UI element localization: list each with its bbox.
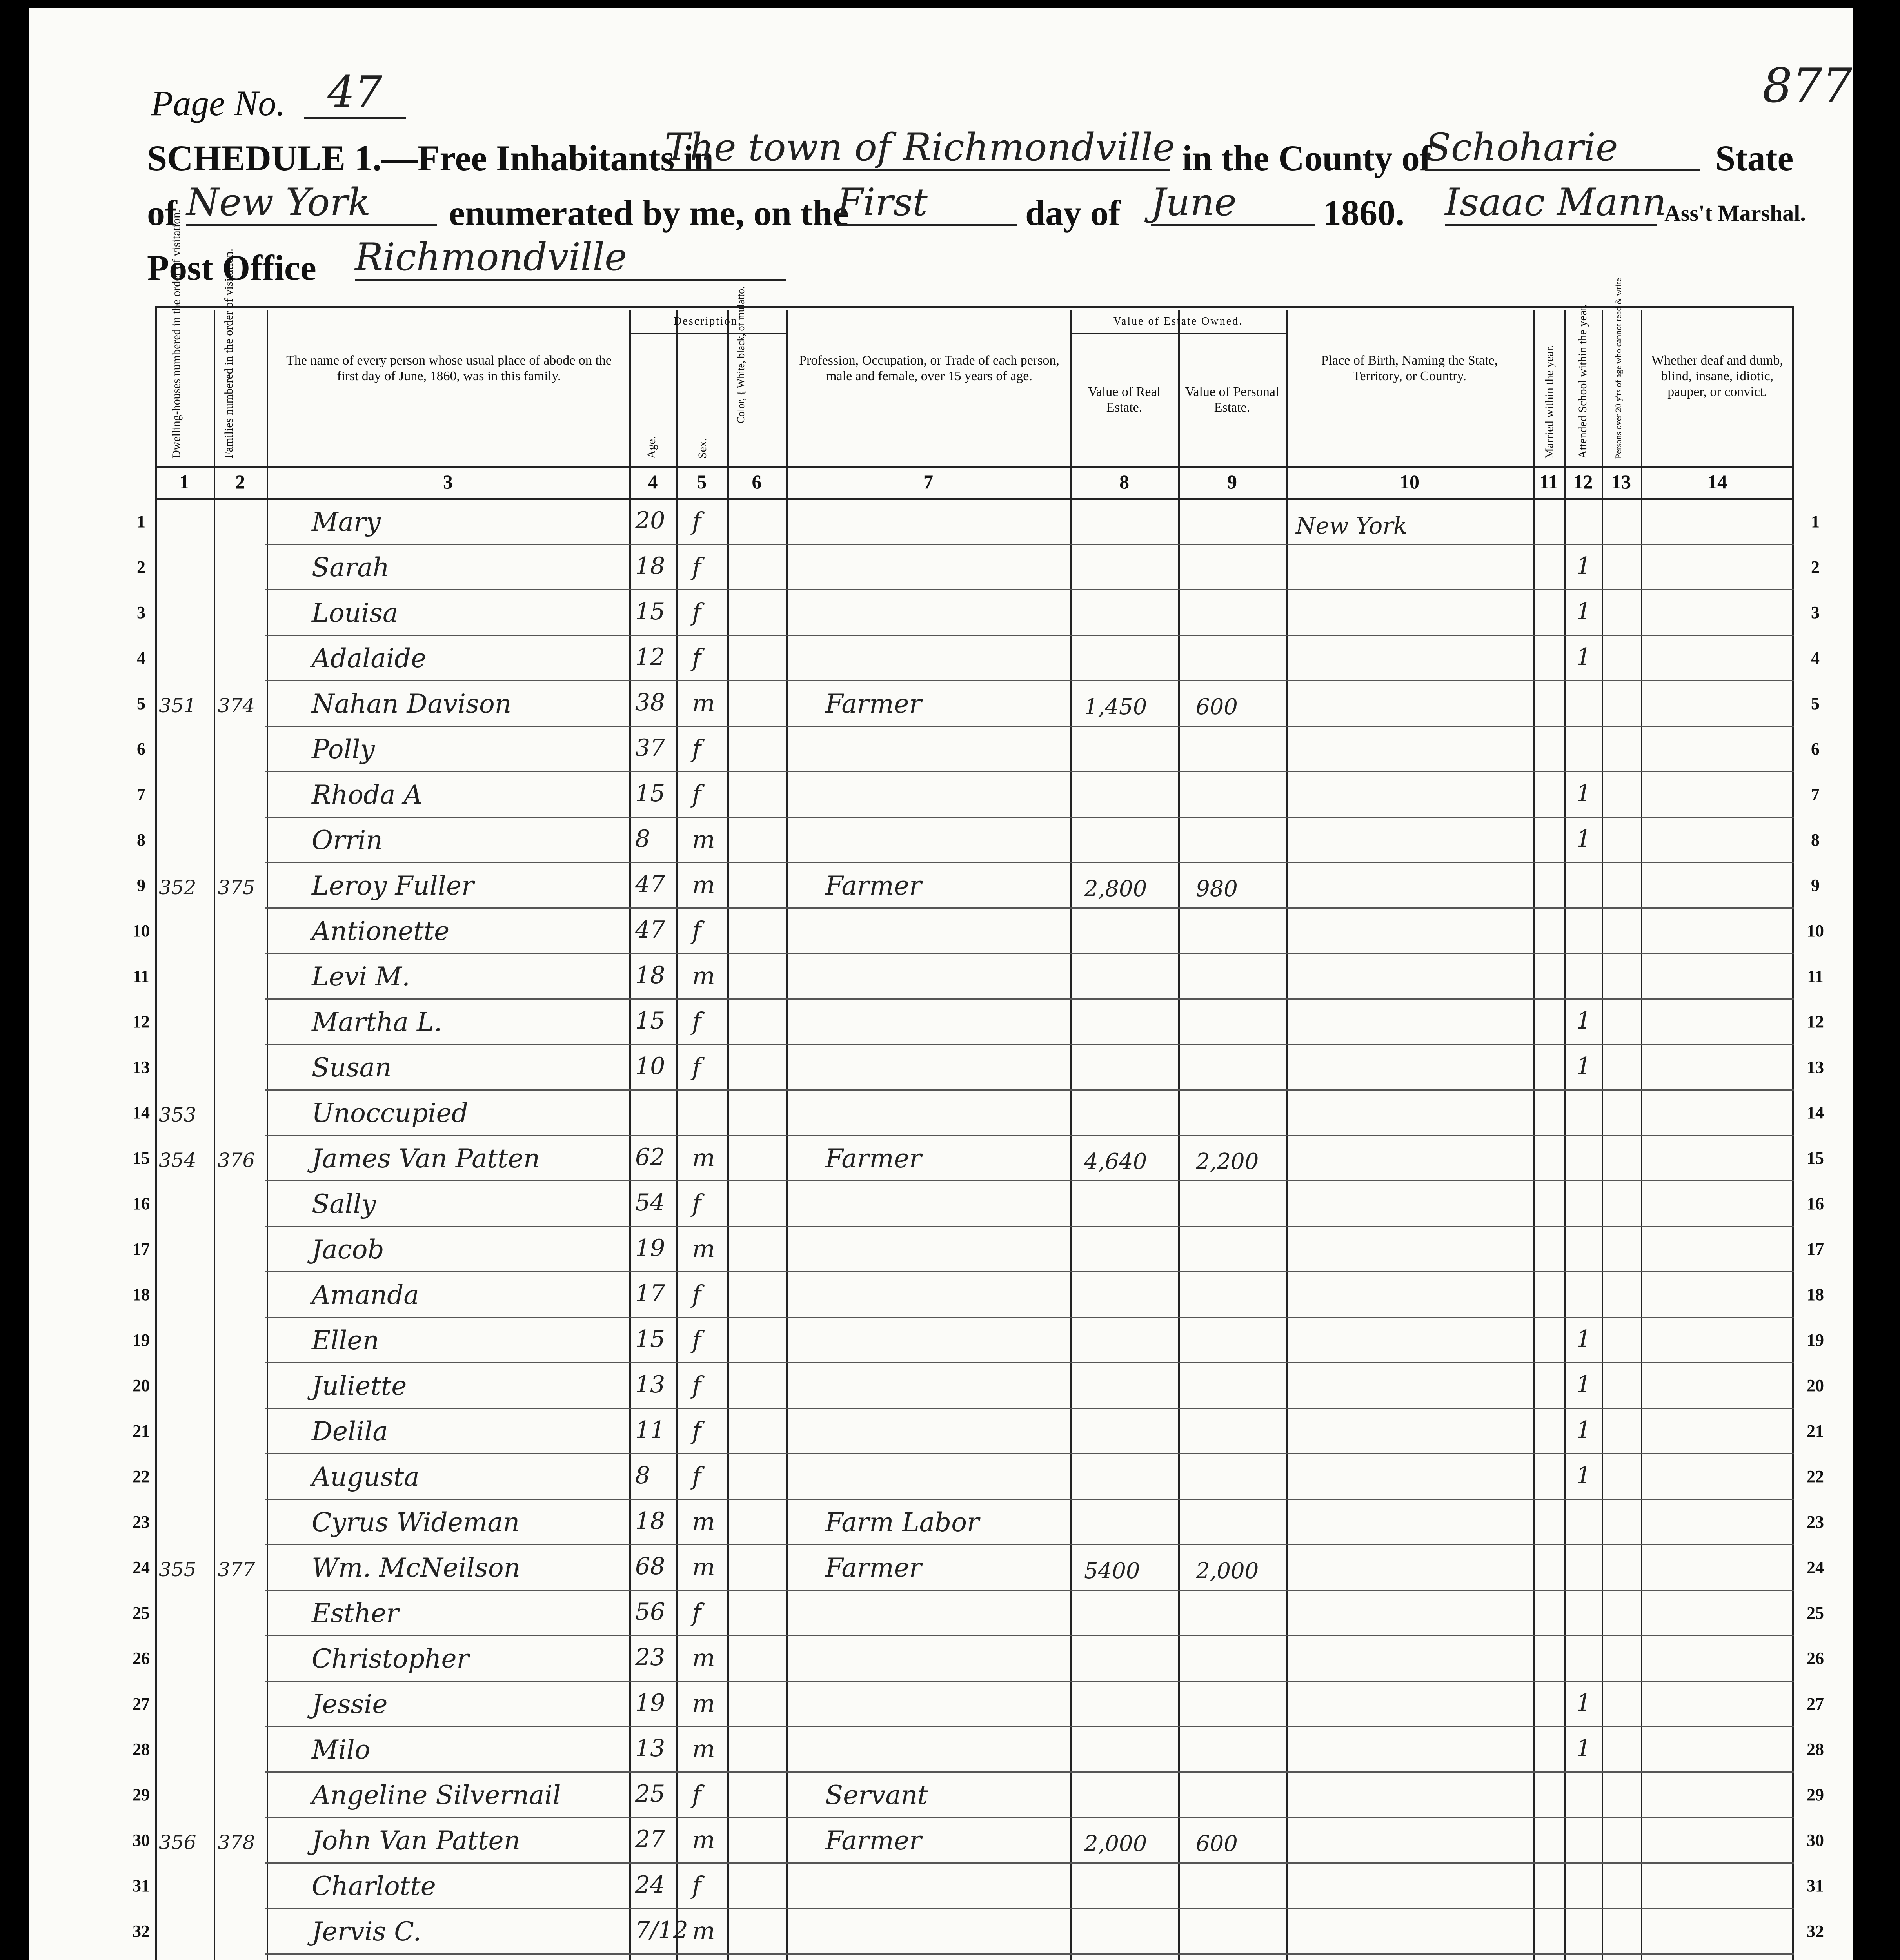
person-age: 56 bbox=[635, 1598, 665, 1626]
row-rule bbox=[265, 1635, 1794, 1636]
row-rule bbox=[265, 953, 1794, 954]
person-sex: f bbox=[692, 1007, 701, 1036]
row-number-left: 2 bbox=[137, 557, 145, 577]
person-age: 37 bbox=[635, 734, 665, 762]
row-number-left: 15 bbox=[133, 1149, 150, 1168]
col-school-header: Attended School within the year. bbox=[1576, 304, 1589, 459]
person-name: Martha L. bbox=[312, 1007, 442, 1037]
personal-estate-value: 600 bbox=[1196, 1831, 1238, 1857]
person-sex: f bbox=[692, 598, 701, 626]
person-age: 47 bbox=[635, 871, 665, 898]
person-age: 18 bbox=[635, 552, 665, 580]
row-number-left: 7 bbox=[137, 785, 145, 804]
person-sex: f bbox=[692, 734, 701, 763]
row-number-left: 29 bbox=[133, 1785, 150, 1804]
dwelling-number: 353 bbox=[159, 1103, 196, 1126]
person-name: Levi M. bbox=[312, 962, 410, 992]
row-number-right: 9 bbox=[1811, 876, 1820, 895]
row-rule bbox=[265, 1271, 1794, 1272]
person-age: 15 bbox=[635, 598, 665, 625]
day-field: First bbox=[837, 180, 1017, 226]
row-number-left: 31 bbox=[133, 1876, 150, 1895]
person-name: Jessie bbox=[312, 1689, 388, 1719]
col-dwelling-header: Dwelling-houses numbered in the order of visitation. bbox=[170, 209, 183, 459]
marshal-label: Ass't Marshal. bbox=[1664, 200, 1806, 226]
person-sex: f bbox=[692, 1416, 701, 1445]
person-sex: m bbox=[692, 689, 715, 717]
person-name: Jacob bbox=[312, 1234, 384, 1265]
dwelling-number: 356 bbox=[159, 1831, 196, 1854]
col-occupation-header: Profession, Occupation, or Trade of each person, male and female, over 15 years of age. bbox=[799, 353, 1059, 383]
attended-school-mark: 1 bbox=[1576, 643, 1591, 671]
person-sex: f bbox=[692, 507, 701, 535]
col-birthplace-header: Place of Birth, Naming the State, Territory, or Country. bbox=[1321, 353, 1498, 383]
attended-school-mark: 1 bbox=[1576, 1462, 1591, 1489]
row-rule bbox=[265, 1953, 1794, 1955]
col-color-header: Color, { White, black, or mulatto. bbox=[735, 286, 747, 423]
row-rule bbox=[265, 544, 1794, 545]
person-age: 15 bbox=[635, 780, 665, 807]
row-number-right: 17 bbox=[1807, 1240, 1824, 1259]
attended-school-mark: 1 bbox=[1576, 825, 1591, 853]
row-number-right: 14 bbox=[1807, 1103, 1824, 1122]
person-name: Louisa bbox=[312, 598, 398, 628]
person-sex: f bbox=[692, 780, 701, 808]
person-age: 8 bbox=[635, 825, 650, 853]
row-number-left: 13 bbox=[133, 1058, 150, 1077]
person-name: Mary bbox=[312, 507, 381, 537]
person-age: 8 bbox=[635, 1462, 650, 1489]
personal-estate-value: 600 bbox=[1196, 694, 1238, 720]
row-number-left: 6 bbox=[137, 739, 145, 759]
person-sex: f bbox=[692, 1780, 701, 1809]
row-number-left: 32 bbox=[133, 1922, 150, 1941]
col-number: 8 bbox=[1119, 471, 1129, 493]
col-real-estate-header: Value of Real Estate. bbox=[1088, 385, 1161, 415]
person-name: Rhoda A bbox=[312, 780, 423, 810]
person-age: 62 bbox=[635, 1143, 665, 1171]
personal-estate-value: 2,200 bbox=[1196, 1149, 1259, 1174]
personal-estate-value: 2,000 bbox=[1196, 1558, 1259, 1584]
row-number-right: 27 bbox=[1807, 1694, 1824, 1713]
row-rule bbox=[265, 1362, 1794, 1363]
person-sex: f bbox=[692, 552, 701, 581]
person-sex: m bbox=[692, 871, 715, 899]
attended-school-mark: 1 bbox=[1576, 1416, 1591, 1444]
col-number: 10 bbox=[1400, 471, 1419, 493]
person-name: James Van Patten bbox=[312, 1143, 540, 1174]
birthplace: New York bbox=[1296, 512, 1408, 539]
post-office-label: Post Office bbox=[147, 248, 316, 288]
person-age: 12 bbox=[635, 643, 665, 671]
person-name: Unoccupied bbox=[312, 1098, 468, 1128]
col-number: 5 bbox=[697, 471, 707, 493]
person-age: 24 bbox=[635, 1871, 665, 1898]
description-header: Description. bbox=[674, 315, 742, 327]
person-age: 18 bbox=[635, 1507, 665, 1535]
row-number-left: 14 bbox=[133, 1103, 150, 1122]
person-name: Angeline Silvernail bbox=[312, 1780, 561, 1810]
person-sex: f bbox=[692, 916, 701, 945]
person-occupation: Servant bbox=[825, 1780, 928, 1810]
person-sex: m bbox=[692, 1826, 715, 1854]
person-age: 23 bbox=[635, 1644, 665, 1671]
person-age: 27 bbox=[635, 1826, 665, 1853]
person-name: Milo bbox=[312, 1735, 371, 1765]
row-number-left: 9 bbox=[137, 876, 145, 895]
row-rule bbox=[265, 1180, 1794, 1181]
schedule-label: SCHEDULE 1.—Free Inhabitants in bbox=[147, 138, 714, 178]
person-name: Delila bbox=[312, 1416, 388, 1446]
person-age: 19 bbox=[635, 1689, 665, 1717]
person-sex: m bbox=[692, 1735, 715, 1763]
person-sex: m bbox=[692, 1234, 715, 1263]
of-label: of bbox=[147, 193, 177, 233]
row-number-right: 10 bbox=[1807, 921, 1824, 940]
person-age: 11 bbox=[635, 1416, 665, 1444]
row-rule bbox=[265, 1044, 1794, 1045]
family-number: 376 bbox=[218, 1149, 255, 1172]
col-number: 7 bbox=[923, 471, 933, 493]
row-number-right: 28 bbox=[1807, 1740, 1824, 1759]
family-number: 375 bbox=[218, 876, 255, 899]
family-number: 377 bbox=[218, 1558, 255, 1581]
person-age: 18 bbox=[635, 962, 665, 989]
person-occupation: Farmer bbox=[825, 871, 922, 901]
person-occupation: Farmer bbox=[825, 1143, 922, 1174]
person-name: Susan bbox=[312, 1053, 392, 1083]
col-number: 13 bbox=[1611, 471, 1631, 493]
page-label: Page No. bbox=[151, 83, 285, 123]
person-name: Augusta bbox=[312, 1462, 420, 1492]
estate-header: Value of Estate Owned. bbox=[1113, 315, 1243, 327]
person-name: Christopher bbox=[312, 1644, 469, 1674]
row-number-right: 8 bbox=[1811, 830, 1820, 849]
attended-school-mark: 1 bbox=[1576, 1053, 1591, 1080]
family-number: 374 bbox=[218, 694, 255, 717]
row-number-right: 23 bbox=[1807, 1512, 1824, 1532]
attended-school-mark: 1 bbox=[1576, 552, 1591, 580]
row-number-right: 18 bbox=[1807, 1285, 1824, 1304]
marshal-field: Isaac Mann bbox=[1445, 180, 1657, 226]
row-rule bbox=[265, 771, 1794, 772]
row-rule bbox=[265, 1135, 1794, 1136]
row-number-left: 18 bbox=[133, 1285, 150, 1304]
person-sex: f bbox=[692, 1280, 701, 1308]
row-number-right: 1 bbox=[1811, 512, 1820, 531]
row-number-left: 27 bbox=[133, 1694, 150, 1713]
family-number: 378 bbox=[218, 1831, 255, 1854]
attended-school-mark: 1 bbox=[1576, 1371, 1591, 1398]
person-sex: m bbox=[692, 1143, 715, 1172]
row-rule bbox=[265, 862, 1794, 863]
person-age: 15 bbox=[635, 1325, 665, 1353]
row-number-right: 16 bbox=[1807, 1194, 1824, 1213]
row-number-left: 20 bbox=[133, 1376, 150, 1395]
row-number-right: 19 bbox=[1807, 1330, 1824, 1350]
person-name: Orrin bbox=[312, 825, 383, 855]
person-sex: m bbox=[692, 962, 715, 990]
attended-school-mark: 1 bbox=[1576, 1689, 1591, 1717]
county-field: Schoharie bbox=[1425, 125, 1700, 171]
col-number: 4 bbox=[648, 471, 658, 493]
person-sex: f bbox=[692, 1462, 701, 1490]
dwelling-number: 352 bbox=[159, 876, 196, 899]
dwelling-number: 355 bbox=[159, 1558, 196, 1581]
real-estate-value: 2,800 bbox=[1084, 876, 1147, 902]
row-number-right: 5 bbox=[1811, 694, 1820, 713]
real-estate-value: 1,450 bbox=[1084, 694, 1147, 720]
person-name: Leroy Fuller bbox=[312, 871, 474, 901]
row-number-right: 7 bbox=[1811, 785, 1820, 804]
row-number-left: 30 bbox=[133, 1831, 150, 1850]
col-illiterate-header: Persons over 20 y'rs of age who cannot read & write bbox=[1613, 278, 1623, 459]
col-personal-estate-header: Value of Personal Estate. bbox=[1185, 385, 1279, 415]
col-number: 9 bbox=[1227, 471, 1237, 493]
row-number-left: 23 bbox=[133, 1512, 150, 1532]
person-age: 54 bbox=[635, 1189, 665, 1216]
row-rule bbox=[265, 1453, 1794, 1454]
person-age: 20 bbox=[635, 507, 665, 534]
person-name: John Van Patten bbox=[312, 1826, 521, 1856]
row-rule bbox=[265, 1726, 1794, 1727]
row-rule bbox=[265, 1317, 1794, 1318]
row-rule bbox=[265, 907, 1794, 909]
real-estate-value: 5400 bbox=[1084, 1558, 1140, 1584]
row-number-left: 1 bbox=[137, 512, 145, 531]
row-number-right: 25 bbox=[1807, 1603, 1824, 1622]
person-name: Amanda bbox=[312, 1280, 419, 1310]
person-name: Esther bbox=[312, 1598, 399, 1628]
row-number-right: 15 bbox=[1807, 1149, 1824, 1168]
attended-school-mark: 1 bbox=[1576, 1325, 1591, 1353]
row-number-left: 4 bbox=[137, 648, 145, 668]
row-number-right: 13 bbox=[1807, 1058, 1824, 1077]
county-label: in the County of bbox=[1182, 138, 1432, 178]
person-sex: m bbox=[692, 1689, 715, 1718]
person-name: Sally bbox=[312, 1189, 376, 1219]
person-age: 17 bbox=[635, 1280, 665, 1307]
col-married-header: Married within the year. bbox=[1543, 345, 1556, 459]
person-name: Wm. McNeilson bbox=[312, 1553, 521, 1583]
year-label: 1860. bbox=[1323, 193, 1404, 233]
row-number-left: 26 bbox=[133, 1649, 150, 1668]
col-number: 2 bbox=[235, 471, 245, 493]
person-name: Jervis C. bbox=[312, 1916, 421, 1947]
row-number-right: 11 bbox=[1807, 967, 1824, 986]
col-number: 1 bbox=[179, 471, 189, 493]
col-family-header: Families numbered in the order of visitation. bbox=[222, 249, 235, 459]
person-name: Sarah bbox=[312, 552, 389, 583]
row-rule bbox=[265, 998, 1794, 1000]
row-rule bbox=[265, 635, 1794, 636]
person-occupation: Farmer bbox=[825, 1826, 922, 1856]
row-rule bbox=[265, 1226, 1794, 1227]
row-number-left: 25 bbox=[133, 1603, 150, 1622]
row-number-left: 11 bbox=[133, 967, 149, 986]
col-number: 11 bbox=[1539, 471, 1558, 493]
row-number-left: 8 bbox=[137, 830, 145, 849]
row-number-left: 12 bbox=[133, 1012, 150, 1031]
person-sex: m bbox=[692, 1644, 715, 1672]
person-name: Juliette bbox=[312, 1371, 407, 1401]
stamp-number: 877 bbox=[1762, 59, 1853, 113]
row-number-right: 22 bbox=[1807, 1467, 1824, 1486]
real-estate-value: 4,640 bbox=[1084, 1149, 1147, 1174]
row-rule bbox=[265, 1771, 1794, 1773]
census-sheet bbox=[29, 8, 1853, 1960]
personal-estate-value: 980 bbox=[1196, 876, 1238, 902]
person-occupation: Farm Labor bbox=[825, 1507, 979, 1537]
row-number-right: 21 bbox=[1807, 1421, 1824, 1441]
day-of-label: day of bbox=[1025, 193, 1121, 233]
row-rule bbox=[265, 1544, 1794, 1545]
row-number-left: 22 bbox=[133, 1467, 150, 1486]
person-name: Polly bbox=[312, 734, 375, 764]
col-number: 6 bbox=[752, 471, 762, 493]
person-name: Charlotte bbox=[312, 1871, 436, 1901]
col-number: 14 bbox=[1707, 471, 1727, 493]
row-number-right: 4 bbox=[1811, 648, 1820, 668]
row-rule bbox=[265, 1499, 1794, 1500]
row-number-right: 12 bbox=[1807, 1012, 1824, 1031]
row-rule bbox=[265, 1908, 1794, 1909]
state-label: State bbox=[1715, 138, 1794, 178]
col-condition-header: Whether deaf and dumb, blind, insane, idiotic, pauper, or convict. bbox=[1651, 353, 1784, 399]
row-number-right: 29 bbox=[1807, 1785, 1824, 1804]
row-number-right: 6 bbox=[1811, 739, 1820, 759]
person-name: Ellen bbox=[312, 1325, 379, 1356]
person-age: 15 bbox=[635, 1007, 665, 1034]
col-age-header: Age. bbox=[645, 436, 658, 459]
row-number-left: 17 bbox=[133, 1240, 150, 1259]
row-number-right: 31 bbox=[1807, 1876, 1824, 1895]
person-sex: f bbox=[692, 1371, 701, 1399]
person-name: Cyrus Wideman bbox=[312, 1507, 520, 1537]
col-number: 12 bbox=[1573, 471, 1593, 493]
row-rule bbox=[265, 817, 1794, 818]
row-number-right: 20 bbox=[1807, 1376, 1824, 1395]
row-rule bbox=[265, 1408, 1794, 1409]
month-field: June bbox=[1151, 180, 1315, 226]
person-sex: f bbox=[692, 1871, 701, 1900]
person-sex: m bbox=[692, 1916, 715, 1945]
col-name-header: The name of every person whose usual place of abode on the first day of June, 1860, was in this family. bbox=[286, 353, 612, 383]
person-sex: m bbox=[692, 825, 715, 854]
person-age: 68 bbox=[635, 1553, 665, 1580]
attended-school-mark: 1 bbox=[1576, 1735, 1591, 1762]
person-sex: f bbox=[692, 643, 701, 672]
attended-school-mark: 1 bbox=[1576, 598, 1591, 625]
row-number-left: 19 bbox=[133, 1330, 150, 1350]
person-name: Nahan Davison bbox=[312, 689, 512, 719]
state-field: New York bbox=[186, 180, 437, 226]
col-number: 3 bbox=[443, 471, 453, 493]
row-number-left: 24 bbox=[133, 1558, 150, 1577]
row-number-left: 28 bbox=[133, 1740, 150, 1759]
person-occupation: Farmer bbox=[825, 689, 922, 719]
person-age: 10 bbox=[635, 1053, 665, 1080]
row-number-left: 10 bbox=[133, 921, 150, 940]
person-sex: f bbox=[692, 1189, 701, 1218]
person-sex: f bbox=[692, 1598, 701, 1627]
person-name: Antionette bbox=[312, 916, 450, 946]
row-rule bbox=[265, 680, 1794, 681]
row-number-right: 32 bbox=[1807, 1922, 1824, 1941]
row-rule bbox=[265, 1590, 1794, 1591]
attended-school-mark: 1 bbox=[1576, 780, 1591, 807]
row-number-right: 26 bbox=[1807, 1649, 1824, 1668]
row-rule bbox=[265, 589, 1794, 590]
person-age: 25 bbox=[635, 1780, 665, 1808]
person-sex: f bbox=[692, 1325, 701, 1354]
person-sex: m bbox=[692, 1507, 715, 1536]
person-age: 38 bbox=[635, 689, 665, 716]
person-age: 13 bbox=[635, 1735, 665, 1762]
row-rule bbox=[265, 1862, 1794, 1864]
dwelling-number: 351 bbox=[159, 694, 196, 717]
row-number-left: 5 bbox=[137, 694, 145, 713]
row-rule bbox=[265, 726, 1794, 727]
person-age: 7/12 bbox=[635, 1916, 688, 1944]
row-number-right: 3 bbox=[1811, 603, 1820, 622]
place-field: The town of Richmondville bbox=[665, 125, 1170, 171]
row-number-right: 30 bbox=[1807, 1831, 1824, 1850]
page-number: 47 bbox=[304, 67, 406, 119]
row-number-right: 24 bbox=[1807, 1558, 1824, 1577]
row-number-left: 16 bbox=[133, 1194, 150, 1213]
person-age: 19 bbox=[635, 1234, 665, 1262]
row-rule bbox=[265, 1817, 1794, 1818]
row-rule bbox=[265, 1681, 1794, 1682]
person-occupation: Farmer bbox=[825, 1553, 922, 1583]
row-number-right: 2 bbox=[1811, 557, 1820, 577]
person-age: 47 bbox=[635, 916, 665, 944]
person-age: 13 bbox=[635, 1371, 665, 1398]
real-estate-value: 2,000 bbox=[1084, 1831, 1147, 1857]
person-name: Adalaide bbox=[312, 643, 427, 673]
dwelling-number: 354 bbox=[159, 1149, 196, 1172]
attended-school-mark: 1 bbox=[1576, 1007, 1591, 1034]
table-frame bbox=[155, 306, 1794, 1960]
enumerated-label: enumerated by me, on the bbox=[449, 193, 849, 233]
person-sex: m bbox=[692, 1553, 715, 1581]
post-office-field: Richmondville bbox=[355, 235, 786, 281]
person-sex: f bbox=[692, 1053, 701, 1081]
row-rule bbox=[265, 1089, 1794, 1091]
col-sex-header: Sex. bbox=[696, 438, 709, 459]
row-number-left: 3 bbox=[137, 603, 145, 622]
row-number-left: 21 bbox=[133, 1421, 150, 1441]
